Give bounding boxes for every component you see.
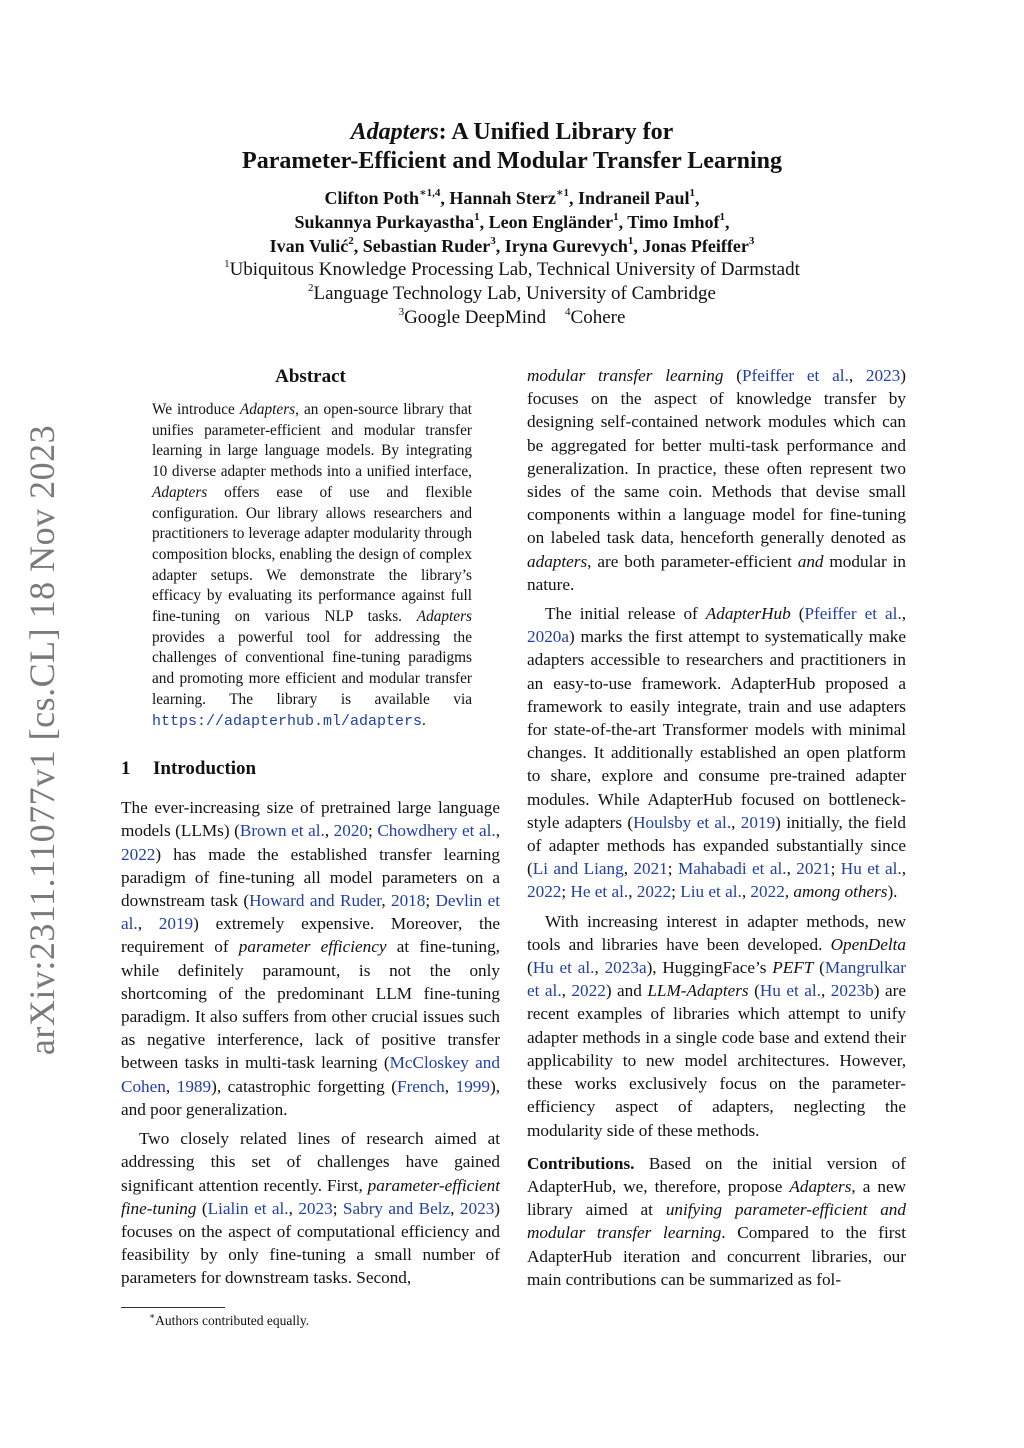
author-line-2: Sukannya Purkayastha$^1$, Leon Engländer$^1$, Timo Imhof$^1$, (294, 211, 730, 232)
author: Hannah Sterz (449, 188, 556, 208)
author: Sukannya Purkayastha (294, 212, 475, 232)
citation-year-link[interactable]: 2022 (636, 882, 672, 902)
citation-link[interactable]: Hu et al. (759, 981, 821, 1001)
citation-link[interactable]: Brown et al. (239, 821, 325, 841)
citation-link[interactable]: McCloskey and Cohen (121, 1053, 500, 1096)
citation-year-link[interactable]: 2023 (865, 366, 901, 385)
citation-link[interactable]: Hu et al. (532, 958, 595, 978)
right-column (527, 364, 906, 1291)
citation-year-link[interactable]: 2022 (121, 844, 156, 864)
contributions-paragraph: Contributions. Based on the initial version of AdapterHub, we, therefore, propose Adapters, a new library aimed at unifying parameter-efficient and modular transfer learning. Compared to the first AdapterHub iteration and concurrent libraries, our main contributions can be summarized as fol- (527, 1153, 906, 1289)
citation-link[interactable]: Liu et al. (680, 882, 742, 902)
citation-link[interactable]: Lialin et al. (207, 1198, 289, 1218)
citation-year-link[interactable]: 1999 (455, 1076, 490, 1096)
citation-year-link[interactable]: 2020a (527, 627, 570, 647)
citation-year-link[interactable]: 2023 (298, 1198, 333, 1218)
citation-link[interactable]: Mangrulkar et al. (527, 958, 906, 1001)
author-list (120, 186, 904, 258)
citation-year-link[interactable]: 2020 (333, 821, 369, 841)
author: Iryna Gurevych (504, 236, 628, 256)
intro-paragraph-3: The initial release of AdapterHub (Pfeiffer et al., 2020a) marks the first attempt to systematically make adapters accessible to researchers and practitioners in an easy-to-use framework. AdapterHub proposed a framework to easily integrate, train and use adapters for state-of-the-art Transformer models with minimal changes. It additionally established an open platform to share, explore and consume pre-trained adapter modules. While AdapterHub focused on bottleneck-style adapters (Houlsby et al., 2019) initially, the field of adapter methods has expanded substantially since (Li and Liang, 2021; Mahabadi et al., 2021; Hu et al., 2022; He et al., 2022; Liu et al., 2022, among others). (527, 604, 907, 902)
affiliation-3-4: $^3$Google DeepMind $^4$Cohere (398, 305, 626, 328)
citation-year-link[interactable]: 2023a (604, 958, 647, 978)
citation-year-link[interactable]: 2018 (390, 891, 426, 911)
citation-link[interactable]: Mahabadi et al. (677, 859, 787, 879)
paper-header (120, 118, 904, 330)
citation-year-link[interactable]: 2022 (527, 882, 562, 902)
intro-paragraph-2-start: Two closely related lines of research aimed at addressing this set of challenges have gained significant attention recently. First, parameter-efficient fine-tuning (Lialin et al., 2023; Sabry and Belz, 2023) focuses on the aspect of computational efficiency and feasibility by only fine-tuning a small number of parameters for downstream tasks. Second, (121, 1129, 501, 1288)
citation-link[interactable]: Sabry and Belz (342, 1198, 451, 1218)
author: Sebastian Ruder (362, 236, 491, 256)
citation-year-link[interactable]: 2022 (750, 882, 785, 902)
citation-link[interactable]: Houlsby et al. (633, 812, 732, 832)
author: Leon Engländer (488, 212, 614, 232)
citation-link[interactable]: Devlin et al. (121, 891, 501, 934)
intro-paragraph-4: With increasing interest in adapter methods, new tools and libraries have been developed. OpenDelta (Hu et al., 2023a), HuggingFace’s PEFT (Mangrulkar et al., 2022) and LLM-Adapters (Hu et al., 2023b) are recent examples of libraries which attempt to unify adapter methods in a single code base and extend their applicability to new model architectures. However, these works exclusively focus on the parameter-efficiency aspect of adapters, neglecting the modularity side of these methods. (527, 911, 906, 1140)
paper-title-line-2: Parameter-Efficient and Modular Transfer Learning (242, 148, 782, 174)
citation-year-link[interactable]: 1989 (176, 1076, 212, 1096)
citation-link[interactable]: Pfeiffer et al. (804, 604, 902, 624)
library-url-link[interactable]: https://adapterhub.ml/adapters (152, 712, 423, 730)
abstract-body: We introduce Adapters, an open-source library that unifies parameter-efficient and modular transfer learning in large language models. By integrating 10 diverse adapter methods into a unified interface, Adapters offers ease of use and flexible configuration. Our library allows researchers and practitioners to leverage adapter modularity through composition blocks, enabling the design of complex adapter setups. We demonstrate the library’s efficacy by evaluating its performance against full fine-tuning on various NLP tasks. Adapters provides a powerful tool for addressing the challenges of conventional fine-tuning paradigms and promoting more efficient and modular transfer learning. The library is available via https://adapterhub.ml/adapters. (152, 401, 472, 730)
author: Ivan Vulić (269, 236, 349, 256)
citation-year-link[interactable]: 2023b (830, 981, 874, 1001)
citation-year-link[interactable]: 2023 (459, 1198, 495, 1218)
author-line-3: Ivan Vulić$^2$, Sebastian Ruder$^3$, Iryna Gurevych$^1$, Jonas Pfeiffer$^3$ (269, 235, 755, 256)
affiliation-2: $^2$Language Technology Lab, University of Cambridge (308, 281, 716, 304)
citation-link[interactable]: Hu et al. (840, 859, 902, 879)
section-heading-introduction: 1 Introduction (121, 758, 257, 780)
citation-link[interactable]: He et al. (570, 882, 629, 902)
author: Jonas Pfeiffer (642, 236, 749, 256)
intro-paragraph-1: The ever-increasing size of pretrained large language models (LLMs) (Brown et al., 2020; Chowdhery et al., 2022) has made the established transfer learning paradigm of fine-tuning all model parameters on a downstream task (Howard and Ruder, 2018; Devlin et al., 2019) extremely expensive. Moreover, the requirement of parameter efficiency at fine-tuning, while definitely paramount, is not the only shortcoming of the predominant LLM fine-tuning paradigm. It also suffers from other crucial issues such as negative interference, lack of positive transfer between tasks in multi-task learning (McCloskey and Cohen, 1989), catastrophic forgetting (French, 1999), and poor generalization. (121, 798, 501, 1119)
citation-year-link[interactable]: 2019 (740, 812, 776, 832)
citation-link[interactable]: Howard and Ruder (249, 891, 382, 911)
citation-link[interactable]: Li and Liang (532, 859, 624, 879)
author: Indraneil Paul (577, 188, 690, 208)
citation-year-link[interactable]: 2019 (158, 914, 194, 934)
footnote-divider (121, 1307, 225, 1308)
citation-year-link[interactable]: 2021 (796, 859, 831, 879)
left-column (121, 364, 500, 1290)
footnote: ∗Authors contributed equally. (149, 1310, 310, 1328)
abstract-heading: Abstract (275, 366, 346, 387)
citation-year-link[interactable]: 2021 (633, 859, 668, 879)
author-line-1: Clifton Poth$^{∗1,4}$, Hannah Sterz$^{∗1}$, Indraneil Paul$^1$, (324, 187, 700, 208)
contributions-lead: Contributions. (527, 1153, 635, 1173)
intro-paragraph-2-continued: modular transfer learning (Pfeiffer et al., 2023) focuses on the aspect of knowledge transfer by designing self-contained network modules which can be aggregated for better multi-task performance and generalization. In practice, these often represent two sides of the same coin. Methods that devise small components within a language model for fine-tuning on labeled task data, henceforth generally denoted as adapters, are both parameter-efficient and modular in nature. (527, 366, 906, 594)
affiliation-1: $^1$Ubiquitous Knowledge Processing Lab, Technical University of Darmstadt (224, 257, 800, 280)
arxiv-identifier: arXiv:2311.11077v1 [cs.CL] 18 Nov 2023 (22, 424, 62, 1056)
citation-year-link[interactable]: 2022 (571, 981, 606, 1001)
citation-link[interactable]: French (397, 1076, 445, 1096)
paper-title-line-1: Adapters: A Unified Library for (350, 119, 674, 145)
citation-link[interactable]: Pfeiffer et al. (741, 366, 849, 385)
author: Timo Imhof (627, 212, 720, 232)
citation-link[interactable]: Chowdhery et al. (377, 821, 496, 841)
library-name: Adapters (350, 119, 439, 145)
author: Clifton Poth (324, 188, 419, 208)
